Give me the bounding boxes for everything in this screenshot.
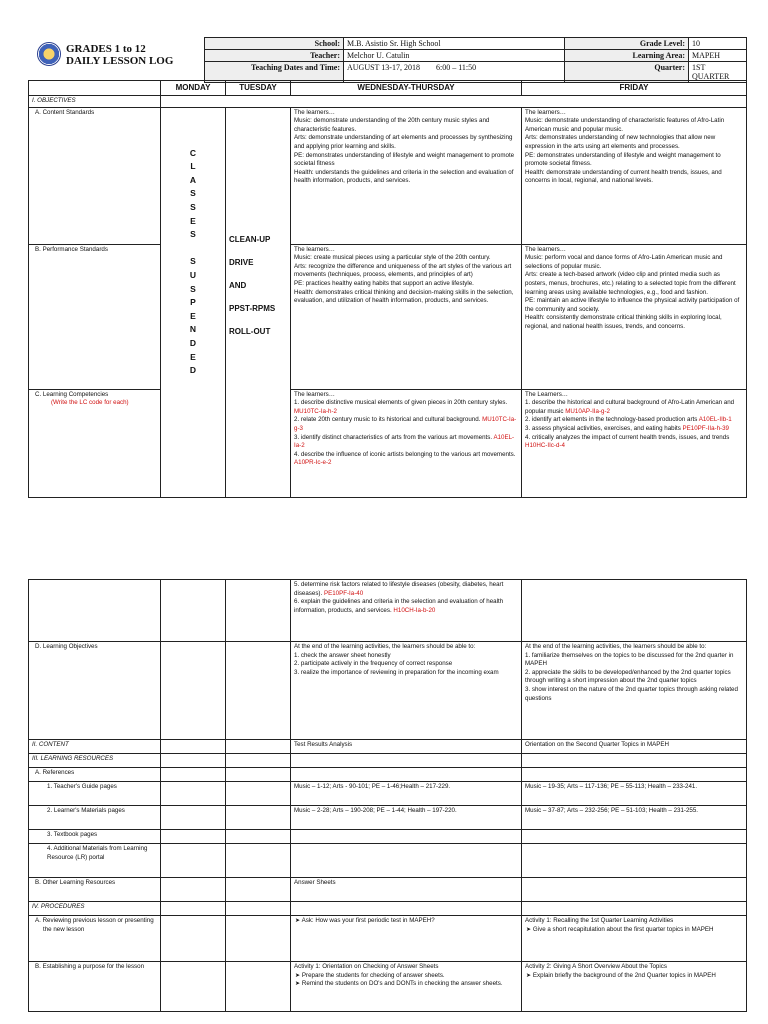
quarter-value: 1ST QUARTER bbox=[689, 62, 747, 83]
vertical-letter: S bbox=[190, 283, 196, 294]
reviewing-item-text: Give a short recapitulation about the first quarter topics in MAPEH bbox=[532, 925, 714, 933]
vertical-letter: A bbox=[189, 174, 197, 185]
competency-line bbox=[525, 391, 743, 400]
vertical-letter: E bbox=[190, 351, 196, 362]
school-label: School: bbox=[205, 38, 344, 50]
vertical-letter: C bbox=[189, 147, 197, 158]
teacher-value: Melchor U. Catulin bbox=[344, 50, 565, 62]
competency-line bbox=[525, 416, 743, 425]
quarter-label: Quarter: bbox=[565, 62, 689, 83]
tuesday-item: PPST-RPMS bbox=[229, 303, 276, 313]
content-standard-line: PE: demonstrates understanding of lifestyle and weight management to promote societal fitness bbox=[294, 151, 515, 168]
competency-line-code: A10EL-Ia-2 bbox=[294, 433, 515, 450]
arrow-bullet-icon: ➤ bbox=[526, 971, 533, 979]
reviewing-item bbox=[525, 926, 743, 935]
monday-classes-suspended bbox=[161, 107, 226, 497]
performance-standards-label: B. Performance Standards bbox=[29, 244, 161, 389]
tuesday-item: DRIVE bbox=[229, 257, 254, 267]
competency-line bbox=[294, 434, 518, 451]
vertical-letter: P bbox=[190, 297, 196, 308]
competency-line bbox=[294, 416, 518, 433]
vertical-letter: S bbox=[190, 229, 196, 240]
establishing-fri bbox=[522, 962, 747, 1012]
performance-standard-line: Music: perform vocal and dance forms of Afro-Latin American music and selections of popular music. bbox=[525, 254, 723, 270]
learning-objectives-wed bbox=[291, 642, 522, 740]
vertical-letter: U bbox=[189, 269, 197, 280]
tuesday-item: AND bbox=[229, 280, 247, 290]
establishing-item-text: Prepare the students for checking of answer sheets. bbox=[301, 971, 445, 979]
grade-value: 10 bbox=[689, 38, 747, 50]
tuesday-item: ROLL-OUT bbox=[229, 326, 271, 336]
reviewing-fri bbox=[522, 916, 747, 962]
area-value: MAPEH bbox=[689, 50, 747, 62]
vertical-letter: E bbox=[190, 310, 196, 321]
dates-value: AUGUST 13-17, 2018 6:00 – 11:50 bbox=[344, 62, 565, 83]
competency-line bbox=[294, 598, 518, 615]
days-row bbox=[29, 81, 747, 96]
lesson-table-1 bbox=[28, 80, 747, 498]
lm-pages-label: 2. Learner's Materials pages bbox=[29, 806, 161, 830]
content-heading: II. CONTENT bbox=[29, 740, 161, 754]
form-title bbox=[66, 43, 173, 67]
performance-standard-line: Music: create musical pieces using a particular style of the 20th century. bbox=[294, 254, 491, 262]
vertical-letter bbox=[164, 242, 222, 256]
performance-standard-line: The learners… bbox=[525, 245, 566, 253]
objectives-heading: I. OBJECTIVES bbox=[29, 96, 161, 108]
performance-standards-fri bbox=[522, 244, 747, 389]
title-line1: GRADES 1 to 12 bbox=[66, 43, 146, 55]
content-standards-fri bbox=[522, 107, 747, 244]
competency-line-text: 1. describe distinctive musical elements of given pieces in 20th century styles. bbox=[294, 399, 508, 407]
content-standard-line: Health: understands the guidelines and criteria in the selection and evaluation of health information, products, and services. bbox=[294, 168, 514, 185]
vertical-letter: S bbox=[190, 188, 196, 199]
performance-standard-line: PE: maintain an active lifestyle to influence the physical activity participation of the community and society. bbox=[525, 297, 740, 313]
reviewing-fri-title: Activity 1: Recalling the 1st Quarter Learning Activities bbox=[525, 917, 674, 924]
deped-seal bbox=[37, 42, 61, 66]
competency-line bbox=[525, 425, 743, 434]
performance-standard-line: Arts: create a tech-based artwork (video clip and printed media such as posters, menus, brochures, etc.) relating to a selected topic from the different learning areas using available technologies, e.g., food and fashion. bbox=[525, 271, 736, 296]
establishing-fri-title: Activity 2: Giving A Short Overview About the Topics bbox=[525, 963, 667, 970]
content-standard-line: The learners… bbox=[294, 108, 335, 116]
competency-line bbox=[525, 434, 743, 451]
competency-line-code: H10HC-IIc-d-4 bbox=[525, 442, 565, 450]
reviewing-item bbox=[294, 917, 518, 926]
competency-line-text: 5. determine risk factors related to lifestyle diseases (obesity, diabetes, heart diseases). bbox=[294, 581, 504, 597]
objective-line: 1. familiarize themselves on the topics to be discussed for the 2nd quarter in MAPEH bbox=[525, 651, 734, 668]
tuesday-activities bbox=[226, 107, 291, 497]
lc-note: (Write the LC code for each) bbox=[51, 399, 129, 407]
establishing-item bbox=[525, 972, 743, 981]
tuesday-item: CLEAN-UP bbox=[229, 234, 271, 244]
content-standard-line: Music: demonstrate understanding of the 20th century music styles and characteristic features. bbox=[294, 117, 490, 133]
performance-standard-line: The learners… bbox=[294, 245, 335, 253]
vertical-letter: D bbox=[189, 365, 197, 376]
tg-pages-fri: Music – 19-35; Arts – 117-136; PE – 55-113; Health – 233-241. bbox=[522, 782, 747, 806]
establishing-item bbox=[294, 980, 518, 989]
content-standards-label: A. Content Standards bbox=[29, 107, 161, 244]
header-table bbox=[204, 37, 747, 83]
objective-line: At the end of the learning activities, the learners should be able to: bbox=[525, 643, 707, 650]
establishing-item-text: Remind the students on DO's and DONTs in checking the answer sheets. bbox=[301, 980, 503, 988]
references-label: A. References bbox=[29, 768, 161, 782]
competency-line-text: 1. describe the historical and cultural background of Afro-Latin American and popular music bbox=[525, 399, 735, 415]
tg-pages-label: 1. Teacher's Guide pages bbox=[29, 782, 161, 806]
establishing-wed bbox=[291, 962, 522, 1012]
content-fri: Orientation on the Second Quarter Topics in MAPEH bbox=[522, 740, 747, 754]
textbook-pages-label: 3. Textbook pages bbox=[29, 830, 161, 844]
arrow-bullet-icon: ➤ bbox=[295, 971, 302, 979]
content-wed: Test Results Analysis bbox=[291, 740, 522, 754]
competency-line bbox=[294, 399, 518, 416]
vertical-letter: S bbox=[190, 256, 196, 267]
additional-materials-label: 4. Additional Materials from Learning Resource (LR) portal bbox=[29, 844, 161, 878]
content-standard-line: PE: demonstrates understanding of lifestyle and weight management to promote societal fitness. bbox=[525, 151, 721, 168]
competency-line-code: A10EL-IIb-1 bbox=[698, 416, 732, 424]
vertical-letter: N bbox=[189, 324, 197, 335]
competency-line-text: 2. identify art elements in the technology-based production arts bbox=[525, 416, 698, 424]
other-resources-label: B. Other Learning Resources bbox=[29, 878, 161, 902]
competency-line-text: The learners… bbox=[294, 390, 335, 398]
title-line2: DAILY LESSON LOG bbox=[66, 55, 174, 67]
objective-line: 3. realize the importance of reviewing in preparation for the incoming exam bbox=[294, 668, 499, 676]
establishing-label: B. Establishing a purpose for the lesson bbox=[29, 962, 161, 1012]
competency-line bbox=[525, 399, 743, 416]
content-standard-line: Arts: demonstrate understanding of art elements and processes by synthesizing and applying prior learning and skills. bbox=[294, 134, 513, 150]
vertical-letter: L bbox=[190, 161, 196, 172]
competency-line-text: 3. identify distinct characteristics of arts from the various art movements. bbox=[294, 433, 493, 441]
content-standard-line: The learners… bbox=[525, 108, 566, 116]
competency-line-text: 4. describe the influence of iconic artists belonging to the various art movements. bbox=[294, 450, 516, 458]
competency-line-code: A10PR-Ic-e-2 bbox=[294, 459, 332, 467]
procedures-heading: IV. PROCEDURES bbox=[29, 902, 161, 916]
day-monday: MONDAY bbox=[161, 81, 226, 96]
competency-line-text: 6. explain the guidelines and criteria in the selection and evaluation of health information, products, and services. bbox=[294, 598, 504, 614]
lc-label: C. Learning Competencies bbox=[35, 390, 109, 398]
objective-line: At the end of the learning activities, the learners should be able to: bbox=[294, 643, 476, 650]
learning-competencies-label bbox=[29, 389, 161, 497]
arrow-bullet-icon: ➤ bbox=[295, 917, 302, 924]
resources-heading: III. LEARNING RESOURCES bbox=[29, 754, 161, 768]
competency-line-code: PE10PF-Ia-40 bbox=[323, 589, 364, 597]
competency-line-code: MU10TC-Ia-h-2 bbox=[294, 407, 337, 415]
performance-standard-line: Health: consistently demonstrate critical thinking skills in exploring local, regional, and national health issues, trends, and concerns. bbox=[525, 314, 722, 330]
competency-line-code: MU10AP-IIa-g-2 bbox=[565, 407, 610, 415]
performance-standard-line: PE: practices healthy eating habits that support an active lifestyle. bbox=[294, 279, 474, 287]
competency-line bbox=[294, 391, 518, 400]
objective-line: 2. appreciate the skills to be developed/enhanced by the 2nd quarter topics through writing a short impression about the 2nd quarter topics bbox=[525, 668, 731, 685]
learning-objectives-fri bbox=[522, 642, 747, 740]
competency-line-code: H10CH-Ia-b-20 bbox=[393, 606, 436, 614]
arrow-bullet-icon: ➤ bbox=[295, 980, 302, 988]
vertical-letter: E bbox=[190, 215, 196, 226]
reviewing-label: A. Reviewing previous lesson or presenting the new lesson bbox=[29, 916, 161, 962]
establishing-item-text: Explain briefly the background of the 2nd Quarter topics in MAPEH bbox=[532, 971, 716, 979]
area-label: Learning Area: bbox=[565, 50, 689, 62]
lm-pages-fri: Music – 37-87; Arts – 232-256; PE – 51-103; Health – 231-255. bbox=[522, 806, 747, 830]
competency-line-text: 2. relate 20th century music to its historical and cultural background. bbox=[294, 416, 481, 424]
vertical-letter: S bbox=[190, 201, 196, 212]
grade-label: Grade Level: bbox=[565, 38, 689, 50]
content-standards-wed bbox=[291, 107, 522, 244]
objective-line: 2. participate actively in the frequency of correct response bbox=[294, 660, 453, 668]
competency-line-text: 4. critically analyzes the impact of current health trends, issues, and trends bbox=[525, 433, 730, 441]
content-standard-line: Health: demonstrate understanding of current health trends, issues, and concerns in local, regional, and national levels. bbox=[525, 168, 722, 185]
objective-line: 1. check the answer sheet honestly bbox=[294, 651, 391, 659]
arrow-bullet-icon: ➤ bbox=[526, 925, 533, 933]
learning-competencies-fri bbox=[522, 389, 747, 497]
reviewing-item-text: Ask: How was your first periodic test in MAPEH? bbox=[301, 917, 435, 924]
performance-standard-line: Arts: recognize the difference and uniqueness of the art styles of the various art movements (techniques, process, elements, and principles of art) bbox=[294, 262, 512, 279]
competency-line-code: PE10PF-IIa-h-39 bbox=[682, 424, 729, 432]
school-value: M.B. Asistio Sr. High School bbox=[344, 38, 565, 50]
lm-pages-wed: Music – 2-28; Arts – 190-208; PE – 1-44; Health – 197-220. bbox=[291, 806, 522, 830]
establishing-item bbox=[294, 972, 518, 981]
content-standard-line: Music: demonstrate understanding of characteristic features of Afro-Latin American music and popular music. bbox=[525, 117, 725, 133]
tg-pages-wed: Music – 1-12; Arts - 90-101; PE – 1-46;Health – 217-229. bbox=[291, 782, 522, 806]
competency-line-text: The Learners… bbox=[525, 390, 568, 398]
competency-line bbox=[294, 581, 518, 598]
competency-line-text: 3. assess physical activities, exercises, and eating habits bbox=[525, 424, 681, 432]
day-tuesday: TUESDAY bbox=[226, 81, 291, 96]
reviewing-wed bbox=[291, 916, 522, 962]
lc-continued-wed bbox=[291, 580, 522, 642]
lesson-table-2 bbox=[28, 579, 747, 1012]
performance-standard-line: Health: demonstrates critical thinking and decision-making skills in the selection, evaluation, and utilization of health information, products, and services. bbox=[294, 288, 514, 305]
learning-competencies-wed bbox=[291, 389, 522, 497]
content-standard-line: Arts: demonstrates understanding of new technologies that allow new expression in the arts using art elements and processes. bbox=[525, 134, 716, 150]
competency-line-code: MU10TC-Ia-g-3 bbox=[294, 416, 517, 432]
competency-line bbox=[294, 451, 518, 468]
day-friday: FRIDAY bbox=[522, 81, 747, 96]
teacher-label: Teacher: bbox=[205, 50, 344, 62]
other-resources-wed: Answer Sheets bbox=[291, 878, 522, 902]
performance-standards-wed bbox=[291, 244, 522, 389]
establishing-wed-title: Activity 1: Orientation on Checking of Answer Sheets bbox=[294, 963, 439, 970]
learning-objectives-label: D. Learning Objectives bbox=[29, 642, 161, 740]
dates-label: Teaching Dates and Time: bbox=[205, 62, 344, 83]
objective-line: 3. show interest on the nature of the 2nd quarter topics through asking related questions bbox=[525, 685, 738, 702]
day-wed-thu: WEDNESDAY-THURSDAY bbox=[291, 81, 522, 96]
vertical-letter: D bbox=[189, 337, 197, 348]
